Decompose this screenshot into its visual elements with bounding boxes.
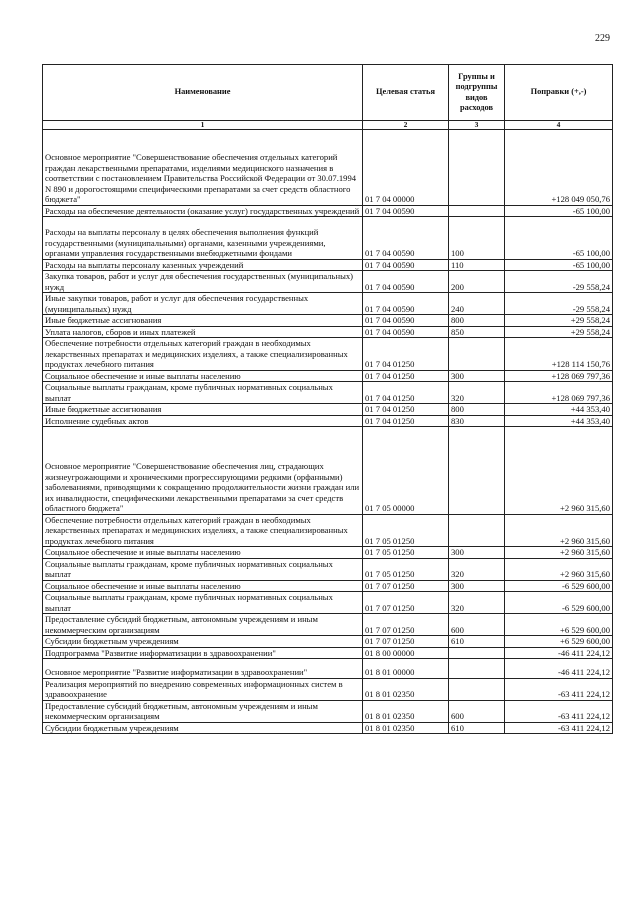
table-row bbox=[43, 315, 613, 327]
row-name: Закупка товаров, работ и услуг для обеспечения государственных (муниципальных) нужд bbox=[43, 271, 363, 293]
row-amount: -6 529 600,00 bbox=[505, 592, 613, 614]
row-amount: -46 411 224,12 bbox=[505, 659, 613, 679]
row-expense-group bbox=[449, 338, 505, 371]
row-target-code: 01 7 07 01250 bbox=[363, 614, 449, 636]
row-target-code: 01 7 05 01250 bbox=[363, 558, 449, 580]
row-target-code: 01 7 04 00000 bbox=[363, 130, 449, 206]
table-row bbox=[43, 217, 613, 260]
budget-amendments-table bbox=[42, 64, 613, 734]
table-row bbox=[43, 558, 613, 580]
row-amount: +44 353,40 bbox=[505, 404, 613, 416]
row-amount: +2 960 315,60 bbox=[505, 558, 613, 580]
row-expense-group: 800 bbox=[449, 315, 505, 327]
row-target-code: 01 7 04 01250 bbox=[363, 370, 449, 382]
row-name: Социальные выплаты гражданам, кроме публичных нормативных социальных выплат bbox=[43, 592, 363, 614]
column-number: 2 bbox=[363, 121, 449, 130]
row-expense-group: 600 bbox=[449, 614, 505, 636]
row-target-code: 01 7 07 01250 bbox=[363, 580, 449, 592]
row-expense-group: 240 bbox=[449, 293, 505, 315]
row-target-code: 01 7 04 00590 bbox=[363, 326, 449, 338]
row-target-code: 01 7 04 00590 bbox=[363, 205, 449, 217]
row-expense-group: 830 bbox=[449, 415, 505, 427]
table-row bbox=[43, 293, 613, 315]
row-expense-group: 800 bbox=[449, 404, 505, 416]
row-name: Обеспечение потребности отдельных категорий граждан в необходимых лекарственных препаратах и медицинских изделиях, а также специализированных продуктах лечебного питания bbox=[43, 338, 363, 371]
row-name: Подпрограмма "Развитие информатизации в здравоохранении" bbox=[43, 647, 363, 659]
table-row bbox=[43, 259, 613, 271]
row-expense-group: 300 bbox=[449, 547, 505, 559]
row-target-code: 01 7 04 01250 bbox=[363, 404, 449, 416]
row-amount: -46 411 224,12 bbox=[505, 647, 613, 659]
table-row bbox=[43, 614, 613, 636]
table-row bbox=[43, 647, 613, 659]
row-amount: -65 100,00 bbox=[505, 205, 613, 217]
row-name: Социальные выплаты гражданам, кроме публичных нормативных социальных выплат bbox=[43, 558, 363, 580]
row-amount: -63 411 224,12 bbox=[505, 700, 613, 722]
row-name: Предоставление субсидий бюджетным, автономным учреждениям и иным некоммерческим организациям bbox=[43, 700, 363, 722]
row-expense-group: 200 bbox=[449, 271, 505, 293]
row-expense-group bbox=[449, 130, 505, 206]
page-number: 229 bbox=[595, 33, 610, 44]
row-amount: -29 558,24 bbox=[505, 271, 613, 293]
row-name: Иные бюджетные ассигнования bbox=[43, 404, 363, 416]
table-row bbox=[43, 722, 613, 734]
row-amount: -65 100,00 bbox=[505, 259, 613, 271]
row-amount: +2 960 315,60 bbox=[505, 547, 613, 559]
row-target-code: 01 7 07 01250 bbox=[363, 592, 449, 614]
row-name: Иные закупки товаров, работ и услуг для обеспечения государственных (муниципальных) нужд bbox=[43, 293, 363, 315]
row-name: Субсидии бюджетным учреждениям bbox=[43, 636, 363, 648]
row-amount: +29 558,24 bbox=[505, 326, 613, 338]
row-name: Социальное обеспечение и иные выплаты населению bbox=[43, 370, 363, 382]
row-name: Предоставление субсидий бюджетным, автономным учреждениям и иным некоммерческим организациям bbox=[43, 614, 363, 636]
row-name: Основное мероприятие "Совершенствование обеспечения отдельных категорий граждан лекарственными препаратами, изделиями медицинского назначения в соответствии с постановлением Правительства Российской Федерации от 30.07.1994 N 890 и дорогостоящими специфическими препаратами за счет средств областного бюджета" bbox=[43, 130, 363, 206]
column-number: 1 bbox=[43, 121, 363, 130]
table-row bbox=[43, 659, 613, 679]
row-name: Субсидии бюджетным учреждениям bbox=[43, 722, 363, 734]
row-target-code: 01 7 04 01250 bbox=[363, 382, 449, 404]
row-expense-group bbox=[449, 647, 505, 659]
row-expense-group bbox=[449, 678, 505, 700]
row-amount: +128 069 797,36 bbox=[505, 382, 613, 404]
row-name: Основное мероприятие "Совершенствование обеспечения лиц, страдающих жизнеугрожающими и хроническими прогрессирующими редкими (орфанными) заболеваниями, приводящими к сокращению продолжительности жизни граждан или их инвалидности, специфическими лекарственными препаратами за счет средств областного бюджета" bbox=[43, 427, 363, 515]
row-amount: +44 353,40 bbox=[505, 415, 613, 427]
row-target-code: 01 7 04 01250 bbox=[363, 338, 449, 371]
row-name: Социальное обеспечение и иные выплаты населению bbox=[43, 580, 363, 592]
column-number: 4 bbox=[505, 121, 613, 130]
row-amount: -29 558,24 bbox=[505, 293, 613, 315]
row-expense-group: 320 bbox=[449, 592, 505, 614]
table-row bbox=[43, 382, 613, 404]
row-name: Социальные выплаты гражданам, кроме публичных нормативных социальных выплат bbox=[43, 382, 363, 404]
row-name: Обеспечение потребности отдельных категорий граждан в необходимых лекарственных препаратах и медицинских изделиях, а также специализированных продуктах лечебного питания bbox=[43, 514, 363, 547]
table-row bbox=[43, 338, 613, 371]
header-code: Целевая статья bbox=[363, 65, 449, 121]
row-amount: +6 529 600,00 bbox=[505, 636, 613, 648]
table-row bbox=[43, 636, 613, 648]
table-row bbox=[43, 404, 613, 416]
table-row bbox=[43, 547, 613, 559]
row-name: Реализация мероприятий по внедрению современных информационных систем в здравоохранение bbox=[43, 678, 363, 700]
row-target-code: 01 8 01 02350 bbox=[363, 722, 449, 734]
table-row bbox=[43, 370, 613, 382]
row-target-code: 01 8 01 02350 bbox=[363, 700, 449, 722]
row-target-code: 01 7 04 00590 bbox=[363, 315, 449, 327]
table-row bbox=[43, 678, 613, 700]
row-name: Расходы на выплаты персоналу в целях обеспечения выполнения функций государственными (муниципальными) органами, казенными учреждениями, органами управления государственными внебюджетными фондами bbox=[43, 217, 363, 260]
header-name: Наименование bbox=[43, 65, 363, 121]
row-expense-group: 610 bbox=[449, 636, 505, 648]
row-expense-group: 320 bbox=[449, 382, 505, 404]
table-row bbox=[43, 130, 613, 206]
table-row bbox=[43, 271, 613, 293]
row-name: Социальное обеспечение и иные выплаты населению bbox=[43, 547, 363, 559]
table-row bbox=[43, 514, 613, 547]
row-expense-group: 850 bbox=[449, 326, 505, 338]
header-group: Группы и подгруппы видов расходов bbox=[449, 65, 505, 121]
row-target-code: 01 7 04 00590 bbox=[363, 293, 449, 315]
row-expense-group: 100 bbox=[449, 217, 505, 260]
row-target-code: 01 7 04 00590 bbox=[363, 259, 449, 271]
row-target-code: 01 8 01 02350 bbox=[363, 678, 449, 700]
table-row bbox=[43, 205, 613, 217]
row-name: Расходы на выплаты персоналу казенных учреждений bbox=[43, 259, 363, 271]
row-amount: +2 960 315,60 bbox=[505, 427, 613, 515]
table-row bbox=[43, 326, 613, 338]
table-row bbox=[43, 427, 613, 515]
row-target-code: 01 7 04 00590 bbox=[363, 217, 449, 260]
row-expense-group: 600 bbox=[449, 700, 505, 722]
row-target-code: 01 7 05 01250 bbox=[363, 514, 449, 547]
row-target-code: 01 8 00 00000 bbox=[363, 647, 449, 659]
row-amount: -63 411 224,12 bbox=[505, 678, 613, 700]
row-target-code: 01 7 04 00590 bbox=[363, 271, 449, 293]
row-expense-group bbox=[449, 205, 505, 217]
row-expense-group bbox=[449, 514, 505, 547]
column-number: 3 bbox=[449, 121, 505, 130]
row-expense-group bbox=[449, 659, 505, 679]
table-row bbox=[43, 700, 613, 722]
row-amount: +128 069 797,36 bbox=[505, 370, 613, 382]
row-target-code: 01 7 07 01250 bbox=[363, 636, 449, 648]
row-amount: +128 114 150,76 bbox=[505, 338, 613, 371]
table-body bbox=[43, 130, 613, 734]
row-amount: +29 558,24 bbox=[505, 315, 613, 327]
row-expense-group: 320 bbox=[449, 558, 505, 580]
row-amount: +2 960 315,60 bbox=[505, 514, 613, 547]
row-name: Иные бюджетные ассигнования bbox=[43, 315, 363, 327]
row-amount: -63 411 224,12 bbox=[505, 722, 613, 734]
row-amount: -65 100,00 bbox=[505, 217, 613, 260]
table-row bbox=[43, 580, 613, 592]
header-amount: Поправки (+,-) bbox=[505, 65, 613, 121]
row-expense-group: 300 bbox=[449, 580, 505, 592]
row-name: Исполнение судебных актов bbox=[43, 415, 363, 427]
row-target-code: 01 7 05 00000 bbox=[363, 427, 449, 515]
row-target-code: 01 7 04 01250 bbox=[363, 415, 449, 427]
row-expense-group: 610 bbox=[449, 722, 505, 734]
row-name: Расходы на обеспечение деятельности (оказание услуг) государственных учреждений bbox=[43, 205, 363, 217]
row-expense-group bbox=[449, 427, 505, 515]
table-row bbox=[43, 415, 613, 427]
row-amount: -6 529 600,00 bbox=[505, 580, 613, 592]
row-expense-group: 110 bbox=[449, 259, 505, 271]
table-row bbox=[43, 592, 613, 614]
row-name: Уплата налогов, сборов и иных платежей bbox=[43, 326, 363, 338]
row-target-code: 01 7 05 01250 bbox=[363, 547, 449, 559]
row-expense-group: 300 bbox=[449, 370, 505, 382]
row-name: Основное мероприятие "Развитие информатизации в здравоохранении" bbox=[43, 659, 363, 679]
row-target-code: 01 8 01 00000 bbox=[363, 659, 449, 679]
row-amount: +128 049 050,76 bbox=[505, 130, 613, 206]
row-amount: +6 529 600,00 bbox=[505, 614, 613, 636]
